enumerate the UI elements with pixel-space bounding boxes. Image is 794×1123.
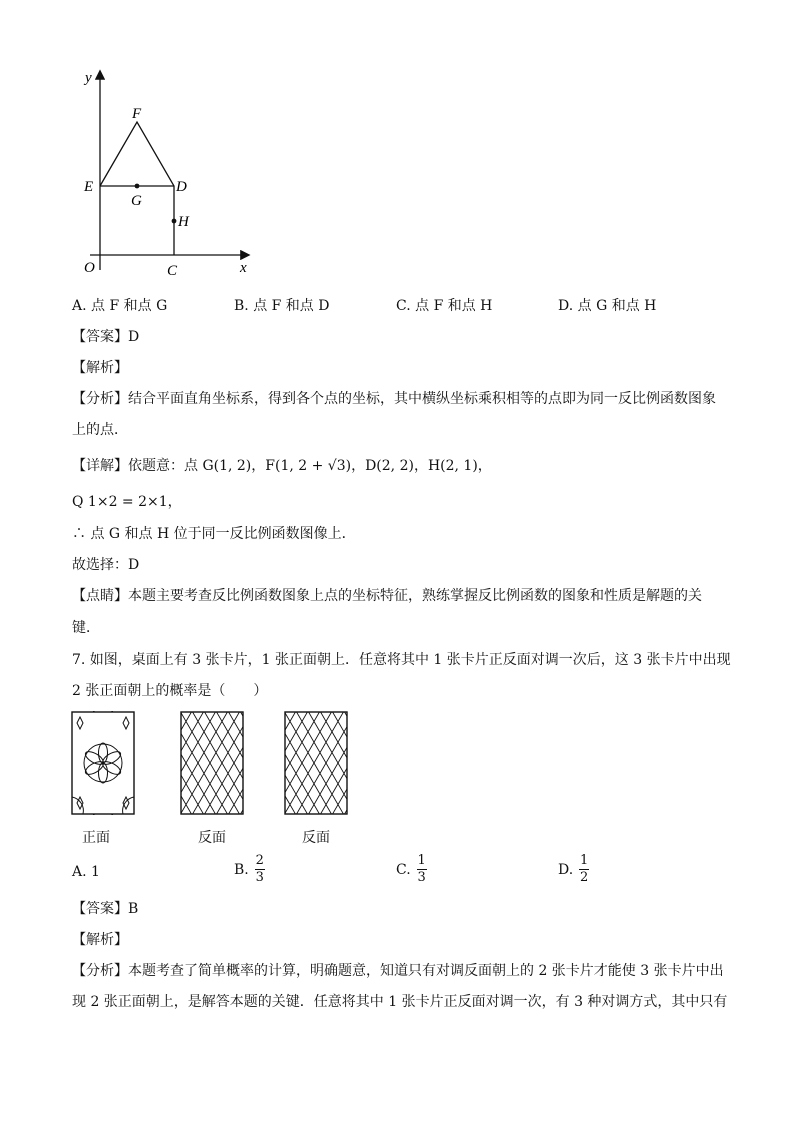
card-label-back-1: 反面 — [198, 830, 226, 846]
q7-option-b-prefix: B. — [234, 861, 249, 878]
q7-option-b — [234, 854, 265, 885]
q7-stem-line2: 2 张正面朝上的概率是（ ） — [72, 683, 268, 699]
q6-calc: Q 1×2 = 2×1， — [72, 494, 182, 510]
q6-fenxi-line2: 上的点． — [72, 422, 128, 438]
label-x: x — [240, 260, 247, 276]
q6-fenxi-line1: 【分析】结合平面直角坐标系，得到各个点的坐标，其中横纵坐标乘积相等的点即为同一反比例函数图象 — [72, 391, 716, 407]
q7-fenxi-line2: 现 2 张正面朝上，是解答本题的关键．任意将其中 1 张卡片正反面对调一次，有 3 种对调方式，其中只有 — [72, 994, 728, 1010]
q6-dianjing-line2: 键． — [72, 620, 100, 636]
q6-answer: 【答案】D — [72, 329, 140, 345]
q7-option-c-den: 3 — [417, 870, 426, 885]
q6-analysis-heading: 【解析】 — [72, 360, 128, 376]
label-E: E — [84, 179, 94, 195]
card-label-back-2: 反面 — [302, 830, 330, 846]
q7-option-a: A. 1 — [72, 864, 100, 880]
q7-option-b-den: 3 — [255, 870, 264, 885]
q7-option-d-fraction — [579, 854, 589, 885]
q7-option-c — [396, 854, 427, 885]
q7-option-d-den: 2 — [580, 870, 589, 885]
q6-dianjing-line1: 【点睛】本题主要考查反比例函数图象上点的坐标特征，熟练掌握反比例函数的图象和性质是解题的关 — [72, 588, 702, 604]
q7-option-d-num: 1 — [580, 853, 589, 868]
q7-option-c-fraction — [417, 854, 427, 885]
label-F: F — [132, 106, 142, 122]
q6-option-d: D. 点 G 和点 H — [558, 298, 657, 314]
card-front-image — [71, 711, 135, 815]
q7-answer: 【答案】B — [72, 901, 139, 917]
coordinate-figure — [70, 60, 270, 285]
label-O: O — [84, 260, 95, 276]
q6-option-a: A. 点 F 和点 G — [72, 298, 168, 314]
shape-outline — [100, 122, 174, 255]
card-label-front: 正面 — [82, 830, 110, 846]
point-H — [172, 219, 177, 224]
label-C: C — [167, 263, 178, 279]
q7-option-b-num: 2 — [255, 853, 264, 868]
label-y: y — [85, 70, 92, 86]
q6-therefore: ∴ 点 G 和点 H 位于同一反比例函数图像上． — [72, 526, 356, 542]
q7-option-d-prefix: D. — [558, 861, 574, 878]
point-G — [135, 184, 140, 189]
card-back-image-2 — [284, 711, 348, 815]
q7-option-b-fraction — [255, 854, 265, 885]
q6-option-c: C. 点 F 和点 H — [396, 298, 493, 314]
card-back-image-1 — [180, 711, 244, 815]
q6-option-b: B. 点 F 和点 D — [234, 298, 330, 314]
q6-xiangjie: 【详解】依题意：点 G(1, 2)，F(1, 2 + √3)，D(2, 2)，H(2, 1)， — [72, 458, 492, 474]
q7-option-c-prefix: C. — [396, 861, 411, 878]
label-D: D — [176, 179, 187, 195]
q7-option-d — [558, 854, 589, 885]
q7-stem-line1: 7. 如图，桌面上有 3 张卡片，1 张正面朝上．任意将其中 1 张卡片正反面对调一次后，这 3 张卡片中出现 — [72, 652, 731, 668]
q7-option-c-num: 1 — [417, 853, 426, 868]
q7-analysis-heading: 【解析】 — [72, 932, 128, 948]
q6-choose: 故选择：D — [72, 557, 140, 573]
q7-fenxi-line1: 【分析】本题考查了简单概率的计算，明确题意，知道只有对调反面朝上的 2 张卡片才能使 3 张卡片中出 — [72, 963, 724, 979]
label-G: G — [131, 193, 142, 209]
label-H: H — [178, 214, 189, 230]
